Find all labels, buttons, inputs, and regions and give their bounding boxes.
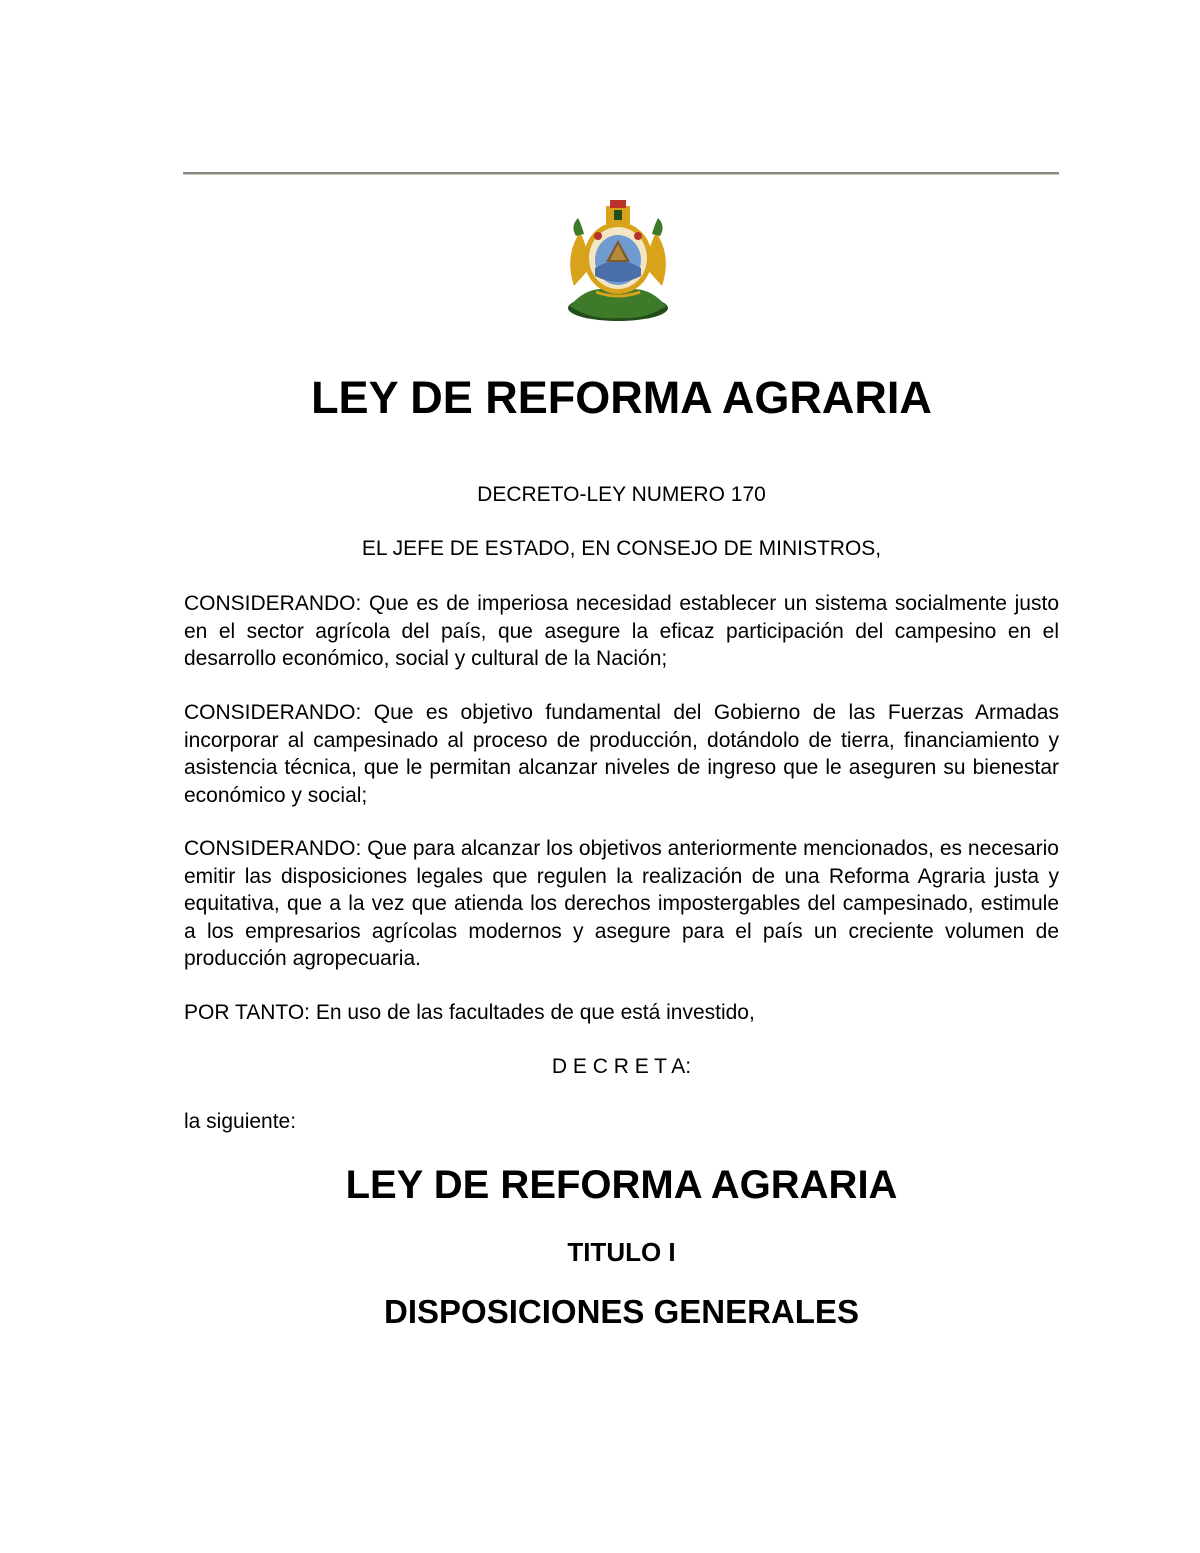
header-rule: [183, 172, 1059, 174]
decree-number: DECRETO-LEY NUMERO 170: [477, 483, 766, 506]
section-heading: DISPOSICIONES GENERALES: [384, 1293, 859, 1330]
por-tanto-paragraph: POR TANTO: En uso de las facultades de que está investido,: [184, 1001, 755, 1024]
considerando-paragraph-3: CONSIDERANDO: Que para alcanzar los objetivos anteriormente mencionados, es necesario emitir las disposiciones legales que regulen la realización de una Reforma Agraria justa y equitativa, que a la vez que atienda los derechos impostergables del campesinado, estimule a los empresarios agrícolas modernos y asegure para el país un creciente volumen de producción agropecuaria.: [184, 837, 1059, 970]
titulo-heading: TITULO I: [567, 1237, 676, 1267]
issuing-authority: EL JEFE DE ESTADO, EN CONSEJO DE MINISTROS,: [361, 537, 882, 560]
considerando-paragraph-1: CONSIDERANDO: Que es de imperiosa necesidad establecer un sistema socialmente justo en el sector agrícola del país, que asegure la eficaz participación del campesino en el desarrollo económico, social y cultural de la Nación;: [184, 592, 1059, 670]
considerando-paragraph-2: CONSIDERANDO: Que es objetivo fundamental del Gobierno de las Fuerzas Armadas incorporar al campesinado al proceso de producción, dotándolo de tierra, financiamiento y asistencia técnica, que le permitan alcanzar niveles de ingreso que le aseguren su bienestar económico y social;: [184, 701, 1059, 807]
decreta-line: D E C R E T A:: [551, 1055, 692, 1078]
document-title: LEY DE REFORMA AGRARIA: [311, 372, 932, 423]
la-siguiente-line: la siguiente:: [184, 1110, 297, 1133]
coat-of-arms-emblem: [560, 196, 676, 324]
law-title: LEY DE REFORMA AGRARIA: [345, 1163, 898, 1207]
